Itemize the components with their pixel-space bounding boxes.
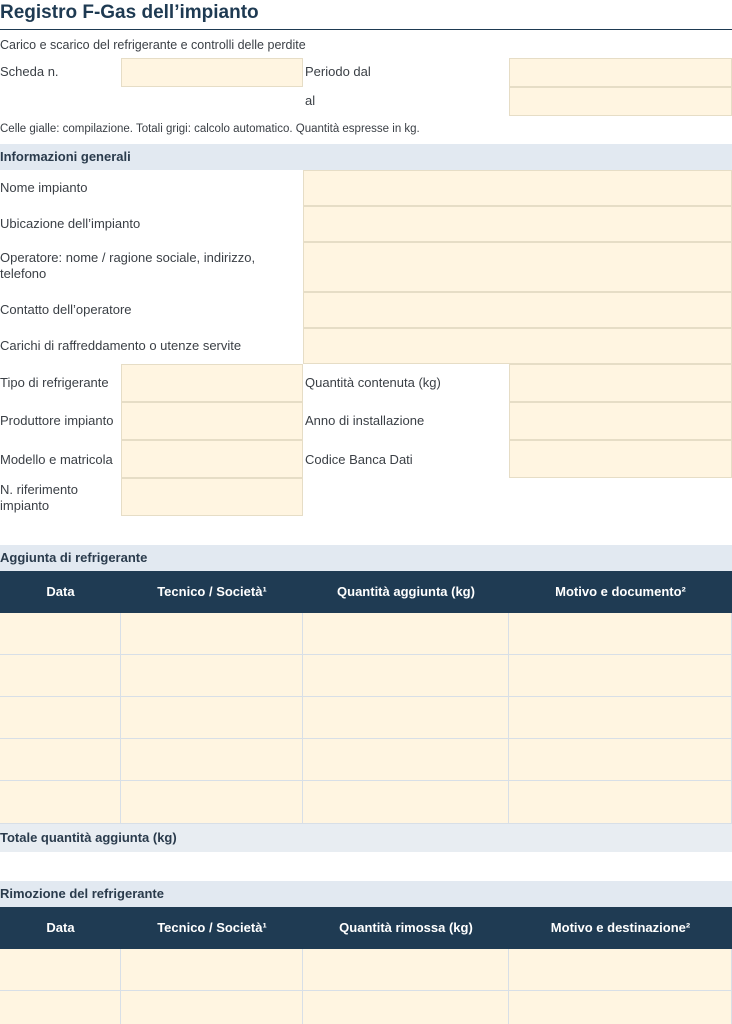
table-row bbox=[0, 991, 732, 1024]
table-row bbox=[0, 781, 732, 824]
table-cell[interactable] bbox=[303, 613, 509, 655]
instructions-note: Celle gialle: compilazione. Totali grigi: calcolo automatico. Quantità espresse in kg. bbox=[0, 123, 420, 135]
table-row bbox=[0, 739, 732, 781]
info-input-produttore[interactable] bbox=[121, 402, 303, 440]
table-cell[interactable] bbox=[121, 739, 303, 781]
table-cell[interactable] bbox=[509, 991, 732, 1024]
table-cell[interactable] bbox=[303, 991, 509, 1024]
info-input-riferimento[interactable] bbox=[121, 478, 303, 516]
page-subtitle: Carico e scarico del refrigerante e controlli delle perdite bbox=[0, 38, 306, 52]
table-cell[interactable] bbox=[509, 781, 732, 824]
table-cell[interactable] bbox=[303, 739, 509, 781]
info-label-riferimento: N. riferimento impianto bbox=[0, 482, 79, 513]
table-cell[interactable] bbox=[0, 949, 121, 991]
info-label-operatore: Operatore: nome / ragione sociale, indirizzo, telefono bbox=[0, 250, 256, 281]
table-cell[interactable] bbox=[0, 613, 121, 655]
rimozione-col-quantita: Quantità rimossa (kg) bbox=[339, 920, 473, 935]
rimozione-table-body bbox=[0, 949, 732, 1024]
aggiunta-table-header bbox=[0, 571, 732, 613]
rimozione-table-header bbox=[0, 907, 732, 949]
periodo-al-label: al bbox=[305, 93, 316, 108]
section-header-info: Informazioni generali bbox=[0, 144, 732, 170]
table-cell[interactable] bbox=[121, 613, 303, 655]
periodo-al-input[interactable] bbox=[509, 87, 732, 116]
periodo-dal-label: Periodo dal bbox=[305, 64, 371, 79]
table-cell[interactable] bbox=[303, 697, 509, 739]
table-cell[interactable] bbox=[0, 991, 121, 1024]
info-input-codice-banca-dati[interactable] bbox=[509, 440, 732, 478]
info-label-produttore: Produttore impianto bbox=[0, 413, 114, 428]
info-label-nome: Nome impianto bbox=[0, 180, 88, 195]
info-input-nome[interactable] bbox=[303, 170, 732, 206]
table-cell[interactable] bbox=[509, 613, 732, 655]
table-cell[interactable] bbox=[509, 697, 732, 739]
scheda-input[interactable] bbox=[121, 58, 303, 87]
info-input-ubicazione[interactable] bbox=[303, 206, 732, 242]
info-input-contatto[interactable] bbox=[303, 292, 732, 328]
info-input-carichi[interactable] bbox=[303, 328, 732, 364]
info-label-carichi: Carichi di raffreddamento o utenze servite bbox=[0, 338, 242, 353]
table-cell[interactable] bbox=[509, 739, 732, 781]
info-label-codice-banca-dati: Codice Banca Dati bbox=[305, 452, 413, 467]
table-cell[interactable] bbox=[0, 655, 121, 697]
table-cell[interactable] bbox=[121, 697, 303, 739]
table-cell[interactable] bbox=[303, 655, 509, 697]
aggiunta-col-motivo: Motivo e documento² bbox=[555, 584, 686, 599]
table-cell[interactable] bbox=[0, 739, 121, 781]
info-label-ubicazione: Ubicazione dell’impianto bbox=[0, 216, 141, 231]
aggiunta-col-quantita: Quantità aggiunta (kg) bbox=[337, 584, 475, 599]
table-row bbox=[0, 613, 732, 655]
table-row bbox=[0, 949, 732, 991]
page-title: Registro F-Gas dell’impianto bbox=[0, 2, 259, 23]
aggiunta-total-row: Totale quantità aggiunta (kg) bbox=[0, 824, 732, 852]
info-label-contatto: Contatto dell’operatore bbox=[0, 302, 132, 317]
table-cell[interactable] bbox=[121, 781, 303, 824]
info-label-anno-installazione: Anno di installazione bbox=[305, 413, 425, 428]
info-input-operatore[interactable] bbox=[303, 242, 732, 292]
aggiunta-table-body bbox=[0, 613, 732, 824]
section-header-rimozione: Rimozione del refrigerante bbox=[0, 881, 732, 907]
aggiunta-col-tecnico: Tecnico / Società¹ bbox=[157, 584, 267, 599]
rimozione-col-tecnico: Tecnico / Società¹ bbox=[157, 920, 267, 935]
info-label-quantita-contenuta: Quantità contenuta (kg) bbox=[305, 375, 441, 390]
table-row bbox=[0, 655, 732, 697]
table-cell[interactable] bbox=[121, 655, 303, 697]
table-cell[interactable] bbox=[303, 781, 509, 824]
periodo-dal-input[interactable] bbox=[509, 58, 732, 87]
table-cell[interactable] bbox=[509, 655, 732, 697]
table-cell[interactable] bbox=[303, 949, 509, 991]
rimozione-col-motivo: Motivo e destinazione² bbox=[550, 920, 691, 935]
table-cell[interactable] bbox=[0, 697, 121, 739]
info-label-modello: Modello e matricola bbox=[0, 452, 113, 467]
title-divider bbox=[0, 29, 732, 30]
table-cell[interactable] bbox=[0, 781, 121, 824]
scheda-label: Scheda n. bbox=[0, 64, 59, 79]
table-cell[interactable] bbox=[121, 949, 303, 991]
info-input-modello[interactable] bbox=[121, 440, 303, 478]
table-cell[interactable] bbox=[509, 949, 732, 991]
rimozione-col-data: Data bbox=[46, 920, 75, 935]
section-header-aggiunta: Aggiunta di refrigerante bbox=[0, 545, 732, 571]
info-label-tipo-refrigerante: Tipo di refrigerante bbox=[0, 375, 109, 390]
info-input-quantita-contenuta[interactable] bbox=[509, 364, 732, 402]
table-cell[interactable] bbox=[121, 991, 303, 1024]
info-input-anno-installazione[interactable] bbox=[509, 402, 732, 440]
table-row bbox=[0, 697, 732, 739]
info-input-tipo-refrigerante[interactable] bbox=[121, 364, 303, 402]
aggiunta-col-data: Data bbox=[46, 584, 75, 599]
